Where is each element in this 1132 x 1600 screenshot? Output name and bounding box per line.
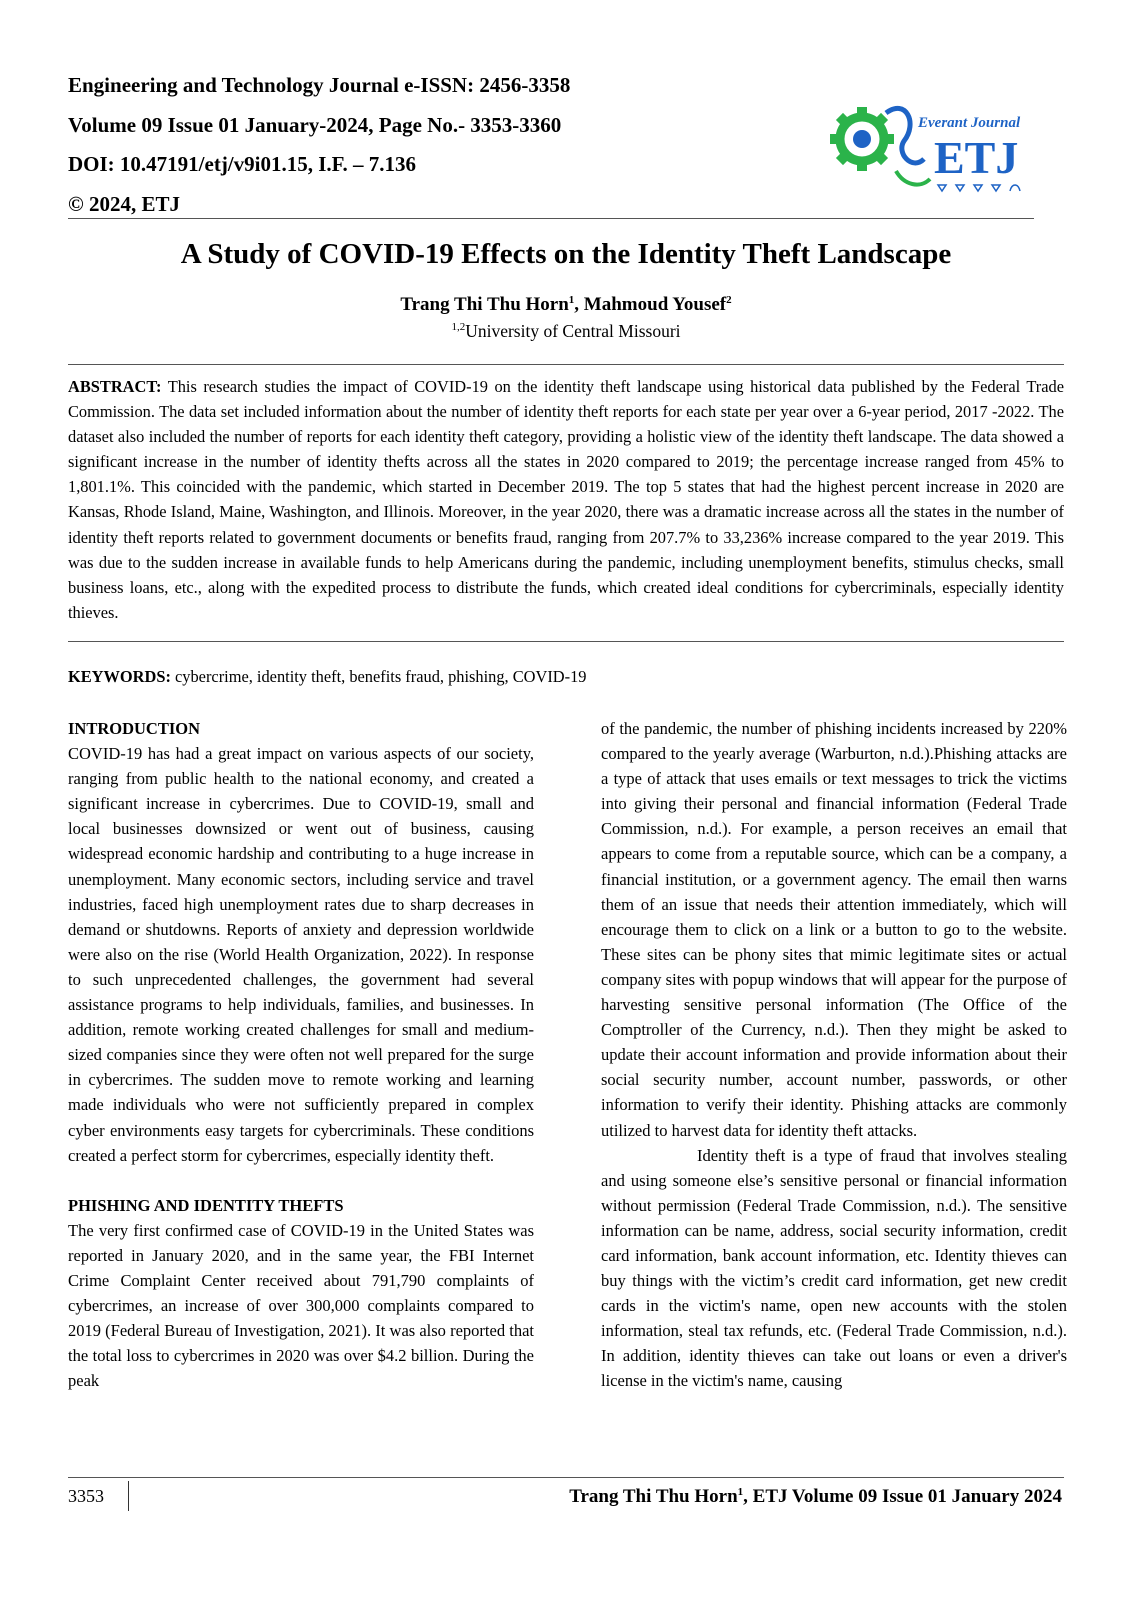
paper-affiliation: [0, 319, 1132, 343]
paper-authors: [0, 292, 1132, 318]
footer-author-mark: 1: [737, 1486, 744, 1498]
abstract: [68, 374, 1064, 625]
affiliation-mark: 1,2: [451, 321, 466, 333]
keywords-label: KEYWORDS:: [68, 667, 171, 686]
keywords: [68, 664, 1064, 689]
affiliation-name: University of Central Missouri: [465, 321, 681, 341]
gear-icon: [830, 107, 894, 171]
phishing-paragraph-continued: of the pandemic, the number of phishing incidents increased by 220% compared to the yearly average (Warburton, n.d.).Phishing attacks are a type of attack that uses emails or text messages to trick the victims into giving their personal and financial information (Federal Trade Commission, n.d.). For example, a person receives an email that appears to come from a reputable source, which can be a company, a financial institution, or a government agency. The email then warns them of an issue that needs their attention immediately, which will encourage them to click on a link or a button to go to the website. These sites can be phony sites that mimic legitimate sites or actual company sites with popup windows that will appear for the purpose of harvesting sensitive personal information (The Office of the Comptroller of the Currency, n.d.). Then they might be asked to update their account information and provide information about their social security number, account number, passwords, or other information to verify their identity. Phishing attacks are commonly utilized to harvest data for identity theft attacks.: [601, 719, 1067, 1140]
journal-copyright-line: © 2024, ETJ: [68, 191, 180, 216]
abstract-top-divider: [68, 364, 1064, 365]
header-divider: [68, 218, 1034, 219]
footer-journal: , ETJ Volume 09 Issue 01 January 2024: [743, 1486, 1062, 1507]
introduction-heading: INTRODUCTION: [68, 719, 201, 738]
abstract-bottom-divider: [68, 641, 1064, 642]
page-number: 3353: [68, 1486, 104, 1506]
author-1-affiliation-mark: 1: [568, 294, 575, 306]
journal-doi-line: DOI: 10.47191/etj/v9i01.15, I.F. – 7.136: [68, 152, 417, 176]
identity-theft-paragraph: Identity theft is a type of fraud that involves stealing and using someone else’s sensitive personal or financial information without permission (Federal Trade Commission, n.d.). The sensitive information can be name, address, social security information, credit card information, bank account information, etc. Identity thieves can buy things with the victim’s credit card information, get new credit cards in the victim's name, open new accounts with the stolen information, steal tax refunds, etc. (Federal Trade Commission, n.d.). In addition, identity thieves can take out loans or even a driver's license in the victim's name, causing: [601, 1145, 1067, 1391]
author-separator: ,: [574, 294, 584, 315]
footer-citation: [569, 1485, 1062, 1509]
keywords-text: cybercrime, identity theft, benefits fraud, phishing, COVID-19: [175, 667, 587, 686]
introduction-paragraph: COVID-19 has had a great impact on various aspects of our society, ranging from public health to the national economy, and created a significant increase in cybercrimes. Due to COVID-19, small and local businesses downsized or went out of business, causing widespread economic hardship and contributing to a huge increase in unemployment. Many economic sectors, including service and travel industries, faced high unemployment rates due to sharp decreases in demand or shutdowns. Reports of anxiety and depression worldwide were also on the rise (World Health Organization, 2022). In response to such unprecedented challenges, the government had several assistance programs to help individuals, families, and businesses. In addition, remote working created challenges for small and medium-sized companies since they were often not well prepared for the surge in cybercrimes. The sudden move to remote working and learning made individuals who were not sufficiently prepared in complex cyber environments easy targets for cybercriminals. These conditions created a perfect storm for cybercrimes, especially identity theft.: [68, 744, 534, 1165]
journal-volume-line: Volume 09 Issue 01 January-2024, Page No.- 3353-3360: [68, 112, 562, 137]
etj-logo: [826, 93, 1042, 201]
phishing-paragraph: The very first confirmed case of COVID-19 in the United States was reported in January 2020, and in the same year, the FBI Internet Crime Complaint Center received about 791,790 complaints of cybercrimes, an increase of over 300,000 complaints compared to 2019 (Federal Bureau of Investigation, 2021). It was also reported that the total loss to cybercrimes in 2020 was over $4.2 billion. During the peak: [68, 1220, 534, 1391]
author-2-affiliation-mark: 2: [726, 294, 732, 306]
left-column: [68, 716, 534, 1393]
logo-text-top: Everant Journal: [918, 115, 1021, 131]
journal-info: [68, 66, 570, 224]
author-1: Trang Thi Thu Horn: [400, 294, 569, 315]
author-2: Mahmoud Yousef: [583, 294, 727, 315]
right-column: [601, 716, 1067, 1394]
logo-text-main: ETJ: [934, 132, 1019, 183]
paper-title: A Study of COVID-19 Effects on the Identity Theft Landscape: [180, 238, 952, 270]
journal-issn-line: Engineering and Technology Journal e-ISSN: 2456-3358: [68, 73, 571, 97]
footer-author: Trang Thi Thu Horn: [569, 1486, 738, 1507]
footer-divider: [68, 1477, 1064, 1478]
abstract-label: ABSTRACT:: [68, 377, 162, 396]
phishing-heading: PHISHING AND IDENTITY THEFTS: [68, 1195, 344, 1215]
abstract-text: This research studies the impact of COVID-19 on the identity theft landscape using historical data published by the Federal Trade Commission. The data set included information about the number of identity theft reports for each state per year over a 6-year period, 2017 -2022. The dataset also included the number of reports for each identity theft category, providing a holistic view of the identity theft landscape. The data showed a significant increase in the number of identity thefts across all the states in 2020 compared to 2019; the percentage increase ranged from 45% to 1,801.1%. This coincided with the pandemic, which started in December 2019. The top 5 states that had the highest percent increase in 2020 are Kansas, Rhode Island, Maine, Washington, and Illinois. Moreover, in the year 2020, there was a dramatic increase across all the states in the number of identity theft reports related to government documents or benefits fraud, ranging from 207.7% to 33,236% increase compared to the year 2019. This was due to the sudden increase in available funds to help Americans during the pandemic, including unemployment benefits, stimulus checks, small business loans, etc., along with the expedited process to distribute the funds, which created ideal conditions for cybercriminals, especially identity thieves.: [68, 377, 1064, 622]
footer-separator: [128, 1481, 129, 1511]
